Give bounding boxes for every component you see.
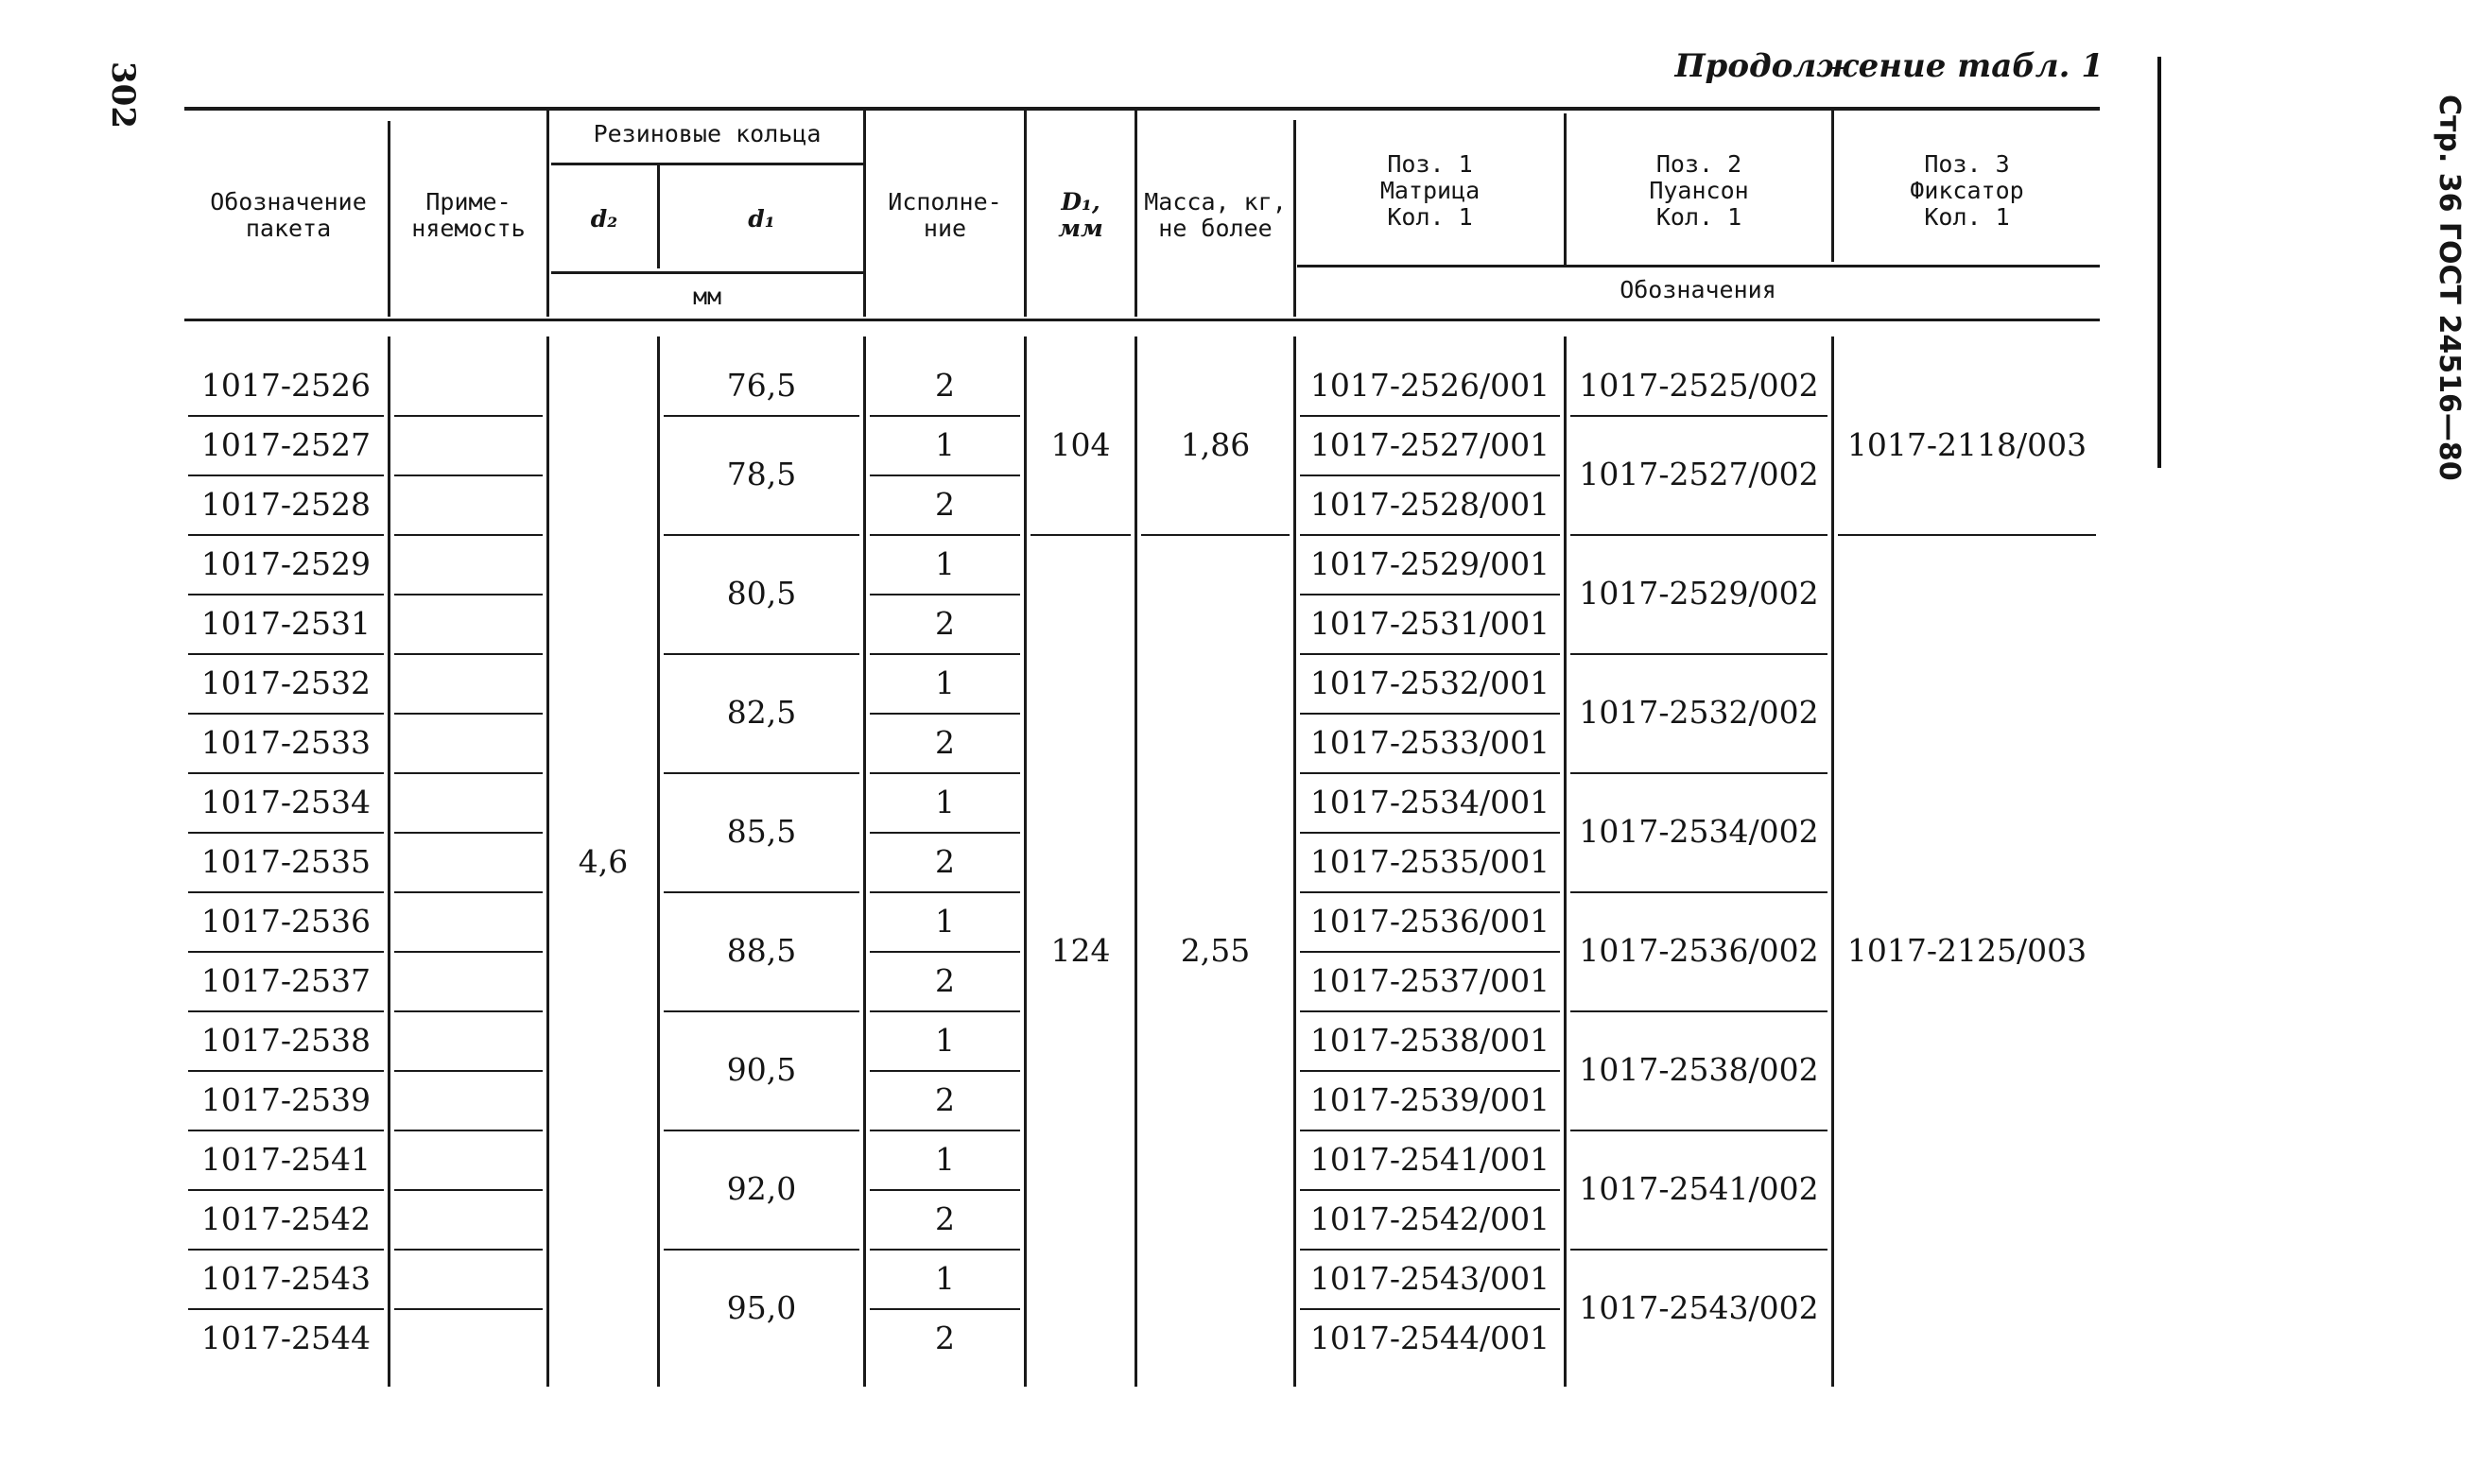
row-rule xyxy=(394,1249,543,1251)
row-rule xyxy=(394,1308,543,1310)
row-rule xyxy=(394,1010,543,1012)
pos1-cell: 1017-2539/001 xyxy=(1309,1080,1550,1118)
mm-rule xyxy=(551,271,866,274)
row-rule xyxy=(664,534,859,536)
pos1-cell: 1017-2541/001 xyxy=(1309,1140,1550,1178)
version-cell: 1 xyxy=(935,425,955,463)
designation-cell: 1017-2526 xyxy=(200,366,371,404)
version-cell: 1 xyxy=(935,1021,955,1059)
version-cell: 1 xyxy=(935,902,955,940)
row-rule xyxy=(870,475,1020,476)
header-pos1: Поз. 1 Матрица Кол. 1 xyxy=(1379,150,1481,231)
version-cell: 1 xyxy=(935,664,955,701)
row-rule xyxy=(1300,475,1560,476)
pos2-cell: 1017-2534/002 xyxy=(1579,813,1819,850)
version-cell: 2 xyxy=(935,366,955,404)
pos2-cell: 1017-2538/002 xyxy=(1579,1051,1819,1088)
pos2-cell: 1017-2525/002 xyxy=(1579,366,1819,404)
header-D1: D₁, мм xyxy=(1058,188,1103,242)
row-rule xyxy=(1300,1070,1560,1072)
designation-cell: 1017-2531 xyxy=(200,604,371,642)
running-header-rule xyxy=(2157,57,2161,468)
row-rule xyxy=(1141,534,1290,536)
row-rule xyxy=(1300,951,1560,953)
header-version: Исполне- ние xyxy=(888,188,1002,242)
designation-cell: 1017-2543 xyxy=(200,1259,371,1297)
d2-cell: 4,6 xyxy=(578,842,629,880)
pos2-cell: 1017-2543/002 xyxy=(1579,1289,1819,1326)
version-cell: 2 xyxy=(935,961,955,999)
header-designation: Обозначение пакета xyxy=(210,188,367,242)
header-pos3: Поз. 3 Фиксатор Кол. 1 xyxy=(1910,150,2024,231)
row-rule xyxy=(394,832,543,834)
pos1-cell: 1017-2529/001 xyxy=(1309,544,1550,582)
column-rule xyxy=(1024,336,1027,1387)
designation-cell: 1017-2534 xyxy=(200,783,371,820)
row-rule xyxy=(394,653,543,655)
designation-cell: 1017-2532 xyxy=(200,664,371,701)
row-rule xyxy=(664,415,859,417)
header-d2: d₂ xyxy=(590,205,618,233)
row-rule xyxy=(188,653,384,655)
row-rule xyxy=(188,534,384,536)
pos1-cell: 1017-2534/001 xyxy=(1309,783,1550,820)
pos1-cell: 1017-2537/001 xyxy=(1309,961,1550,999)
D1-cell: 124 xyxy=(1050,932,1111,969)
page-number: 302 xyxy=(104,61,142,129)
version-cell: 1 xyxy=(935,1259,955,1297)
row-rule xyxy=(870,534,1020,536)
version-cell: 1 xyxy=(935,544,955,582)
header-mm: мм xyxy=(692,283,722,310)
row-rule xyxy=(1300,832,1560,834)
row-rule xyxy=(870,1010,1020,1012)
row-rule xyxy=(188,1249,384,1251)
pos2-cell: 1017-2529/002 xyxy=(1579,575,1819,612)
row-rule xyxy=(870,415,1020,417)
pos1-cell: 1017-2542/001 xyxy=(1309,1199,1550,1237)
d1-cell: 82,5 xyxy=(726,694,797,731)
row-rule xyxy=(870,772,1020,774)
row-rule xyxy=(870,951,1020,953)
pos2-cell: 1017-2527/002 xyxy=(1579,456,1819,492)
row-rule xyxy=(870,653,1020,655)
version-cell: 1 xyxy=(935,1140,955,1178)
row-rule xyxy=(188,1010,384,1012)
row-rule xyxy=(664,653,859,655)
row-rule xyxy=(1031,534,1131,536)
row-rule xyxy=(1300,1010,1560,1012)
row-rule xyxy=(394,475,543,476)
row-rule xyxy=(664,891,859,893)
row-rule xyxy=(1570,891,1827,893)
row-rule xyxy=(394,951,543,953)
pos2-cell: 1017-2536/002 xyxy=(1579,932,1819,969)
pos1-cell: 1017-2543/001 xyxy=(1309,1259,1550,1297)
row-rule xyxy=(394,415,543,417)
row-rule xyxy=(870,832,1020,834)
row-rule xyxy=(188,832,384,834)
row-rule xyxy=(870,594,1020,595)
pos1-cell: 1017-2527/001 xyxy=(1309,425,1550,463)
row-rule xyxy=(870,1130,1020,1131)
row-rule xyxy=(1570,1010,1827,1012)
designation-cell: 1017-2544 xyxy=(200,1319,371,1356)
d1-cell: 90,5 xyxy=(726,1051,797,1088)
row-rule xyxy=(664,1249,859,1251)
version-cell: 2 xyxy=(935,1080,955,1118)
d1-cell: 78,5 xyxy=(726,456,797,492)
mass-cell: 2,55 xyxy=(1180,932,1251,969)
row-rule xyxy=(1570,534,1827,536)
row-rule xyxy=(188,1308,384,1310)
row-rule xyxy=(1838,534,2096,536)
version-cell: 2 xyxy=(935,1199,955,1237)
pos1-cell: 1017-2532/001 xyxy=(1309,664,1550,701)
row-rule xyxy=(1300,1308,1560,1310)
row-rule xyxy=(188,951,384,953)
row-rule xyxy=(394,1070,543,1072)
row-rule xyxy=(1300,713,1560,715)
row-rule xyxy=(1300,1249,1560,1251)
row-rule xyxy=(1570,772,1827,774)
row-rule xyxy=(188,1189,384,1191)
row-rule xyxy=(664,1130,859,1131)
designations-rule xyxy=(1297,265,2100,267)
version-cell: 2 xyxy=(935,723,955,761)
d1-cell: 76,5 xyxy=(726,366,797,404)
row-rule xyxy=(394,772,543,774)
header-designations: Обозначения xyxy=(1620,276,1776,303)
header-rubber-rings: Резиновые кольца xyxy=(593,120,822,147)
version-cell: 2 xyxy=(935,842,955,880)
row-rule xyxy=(870,891,1020,893)
designation-cell: 1017-2536 xyxy=(200,902,371,940)
pos2-cell: 1017-2532/002 xyxy=(1579,694,1819,731)
row-rule xyxy=(1300,1130,1560,1131)
header-divider xyxy=(546,111,549,317)
row-rule xyxy=(664,1010,859,1012)
row-rule xyxy=(870,1249,1020,1251)
d1-cell: 88,5 xyxy=(726,932,797,969)
row-rule xyxy=(394,1130,543,1131)
d1-cell: 80,5 xyxy=(726,575,797,612)
row-rule xyxy=(188,415,384,417)
running-header: Стр. 36 ГОСТ 24516—80 xyxy=(2433,95,2466,481)
column-rule xyxy=(1564,336,1567,1387)
mass-cell: 1,86 xyxy=(1180,425,1251,463)
row-rule xyxy=(1300,653,1560,655)
row-rule xyxy=(1300,534,1560,536)
header-pos2: Поз. 2 Пуансон Кол. 1 xyxy=(1649,150,1749,231)
designation-cell: 1017-2541 xyxy=(200,1140,371,1178)
row-rule xyxy=(1570,1130,1827,1131)
pos1-cell: 1017-2544/001 xyxy=(1309,1319,1550,1356)
rubber-rings-rule xyxy=(551,163,866,165)
pos1-cell: 1017-2526/001 xyxy=(1309,366,1550,404)
pos1-cell: 1017-2533/001 xyxy=(1309,723,1550,761)
row-rule xyxy=(188,594,384,595)
d1-cell: 92,0 xyxy=(726,1170,797,1207)
row-rule xyxy=(188,891,384,893)
designation-cell: 1017-2537 xyxy=(200,961,371,999)
row-rule xyxy=(188,1130,384,1131)
designation-cell: 1017-2527 xyxy=(200,425,371,463)
designation-cell: 1017-2535 xyxy=(200,842,371,880)
row-rule xyxy=(188,772,384,774)
pos1-cell: 1017-2531/001 xyxy=(1309,604,1550,642)
pos1-cell: 1017-2538/001 xyxy=(1309,1021,1550,1059)
row-rule xyxy=(1300,891,1560,893)
version-cell: 2 xyxy=(935,604,955,642)
table-top-rule xyxy=(184,107,2100,111)
row-rule xyxy=(1300,594,1560,595)
header-mass: Масса, кг, не более xyxy=(1144,188,1287,242)
column-rule xyxy=(1831,336,1834,1387)
version-cell: 2 xyxy=(935,1319,955,1356)
row-rule xyxy=(870,713,1020,715)
d1-cell: 85,5 xyxy=(726,813,797,850)
version-cell: 2 xyxy=(935,485,955,523)
row-rule xyxy=(870,1189,1020,1191)
designation-cell: 1017-2533 xyxy=(200,723,371,761)
column-rule xyxy=(1135,336,1137,1387)
d1-cell: 95,0 xyxy=(726,1289,797,1326)
version-cell: 1 xyxy=(935,783,955,820)
row-rule xyxy=(394,713,543,715)
column-rule xyxy=(657,336,660,1387)
designation-cell: 1017-2529 xyxy=(200,544,371,582)
pos1-cell: 1017-2528/001 xyxy=(1309,485,1550,523)
pos2-cell: 1017-2541/002 xyxy=(1579,1170,1819,1207)
designation-cell: 1017-2539 xyxy=(200,1080,371,1118)
table-continuation-title: Продолжение табл. 1 xyxy=(1674,47,2104,85)
row-rule xyxy=(1300,1189,1560,1191)
row-rule xyxy=(870,1308,1020,1310)
row-rule xyxy=(188,713,384,715)
row-rule xyxy=(394,891,543,893)
row-rule xyxy=(394,594,543,595)
header-d1: d₁ xyxy=(748,205,775,233)
column-rule xyxy=(388,336,390,1387)
row-rule xyxy=(1570,1249,1827,1251)
pos3-cell: 1017-2125/003 xyxy=(1846,932,2087,969)
row-rule xyxy=(394,1189,543,1191)
row-rule xyxy=(394,534,543,536)
row-rule xyxy=(1570,653,1827,655)
designation-cell: 1017-2538 xyxy=(200,1021,371,1059)
row-rule xyxy=(188,475,384,476)
pos1-cell: 1017-2536/001 xyxy=(1309,902,1550,940)
header-applicability: Приме- няемость xyxy=(411,188,526,242)
row-rule xyxy=(1570,415,1827,417)
designation-cell: 1017-2528 xyxy=(200,485,371,523)
row-rule xyxy=(188,1070,384,1072)
pos3-cell: 1017-2118/003 xyxy=(1846,425,2087,463)
row-rule xyxy=(1300,772,1560,774)
row-rule xyxy=(870,1070,1020,1072)
row-rule xyxy=(1300,415,1560,417)
header-bottom-rule xyxy=(184,319,2100,321)
pos1-cell: 1017-2535/001 xyxy=(1309,842,1550,880)
row-rule xyxy=(664,772,859,774)
D1-cell: 104 xyxy=(1050,425,1111,463)
designation-cell: 1017-2542 xyxy=(200,1199,371,1237)
